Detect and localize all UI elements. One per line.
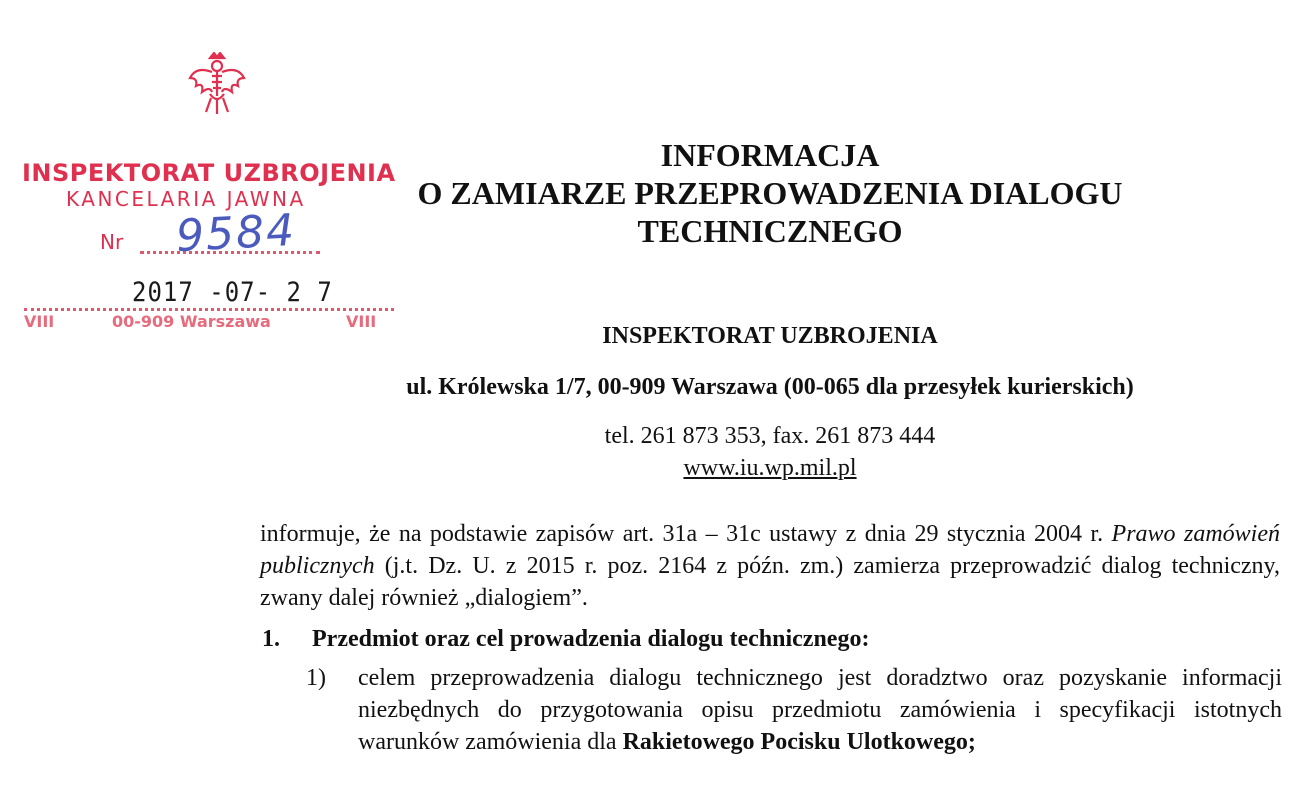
list-item-text: [358, 662, 1282, 758]
registry-stamp: [10, 46, 410, 331]
list-item-subject: Rakietowego Pocisku Ulotkowego;: [622, 729, 976, 755]
section-title: Przedmiot oraz cel prowadzenia dialogu technicznego:: [312, 626, 870, 652]
title-line-3: TECHNICZNEGO: [637, 213, 903, 249]
title-line-1: INFORMACJA: [660, 137, 880, 173]
act-name: Prawo zamówień publicznych: [260, 521, 1280, 579]
stamp-bottom-center: 00-909 Warszawa: [112, 312, 271, 331]
stamp-divider: [24, 308, 394, 311]
list-item: [306, 662, 1282, 758]
organization-website-link[interactable]: www.iu.wp.mil.pl: [683, 455, 857, 481]
intro-paragraph: [260, 518, 1280, 614]
stamp-bottom-left: VIII: [24, 312, 55, 331]
section-heading: [262, 626, 1282, 653]
document-title: [380, 136, 1160, 250]
list-item-body: celem przeprowadzenia dialogu technicznego jest doradztwo oraz pozyskanie informacji niezbędnych do przygotowania opisu przedmiotu zamówienia i specyfikacji istotnych warunków zamówienia dla: [358, 665, 1282, 755]
organization-website-row: [260, 455, 1280, 482]
intro-text-2: (j.t. Dz. U. z 2015 r. poz. 2164 z późn. zm.) zamierza przeprowadzić dialog techniczny, zwany dalej również „dialogiem”.: [260, 553, 1280, 611]
stamp-office-name: INSPEKTORAT UZBROJENIA: [22, 159, 396, 187]
stamp-department: KANCELARIA JAWNA: [66, 187, 306, 211]
title-line-2: O ZAMIARZE PRZEPROWADZENIA DIALOGU: [417, 175, 1123, 211]
polish-eagle-icon: [188, 52, 246, 116]
stamp-number-row: [100, 204, 330, 264]
organization-contact: tel. 261 873 353, fax. 261 873 444: [604, 423, 936, 449]
stamp-date: 2017 -07- 2 7: [132, 276, 333, 308]
organization-address: ul. Królewska 1/7, 00-909 Warszawa (00-065 dla przesyłek kurierskich): [406, 374, 1134, 400]
list-item-number: 1): [306, 665, 326, 691]
section-number: 1.: [262, 626, 280, 652]
stamp-number-label: Nr: [100, 230, 124, 254]
stamp-bottom-right: VIII: [346, 312, 377, 331]
stamp-handwritten-number: 9584: [174, 204, 298, 263]
intro-text-1: informuje, że na podstawie zapisów art. 31a – 31c ustawy z dnia 29 stycznia 2004 r.: [260, 521, 1112, 547]
organization-name: INSPEKTORAT UZBROJENIA: [602, 323, 938, 349]
